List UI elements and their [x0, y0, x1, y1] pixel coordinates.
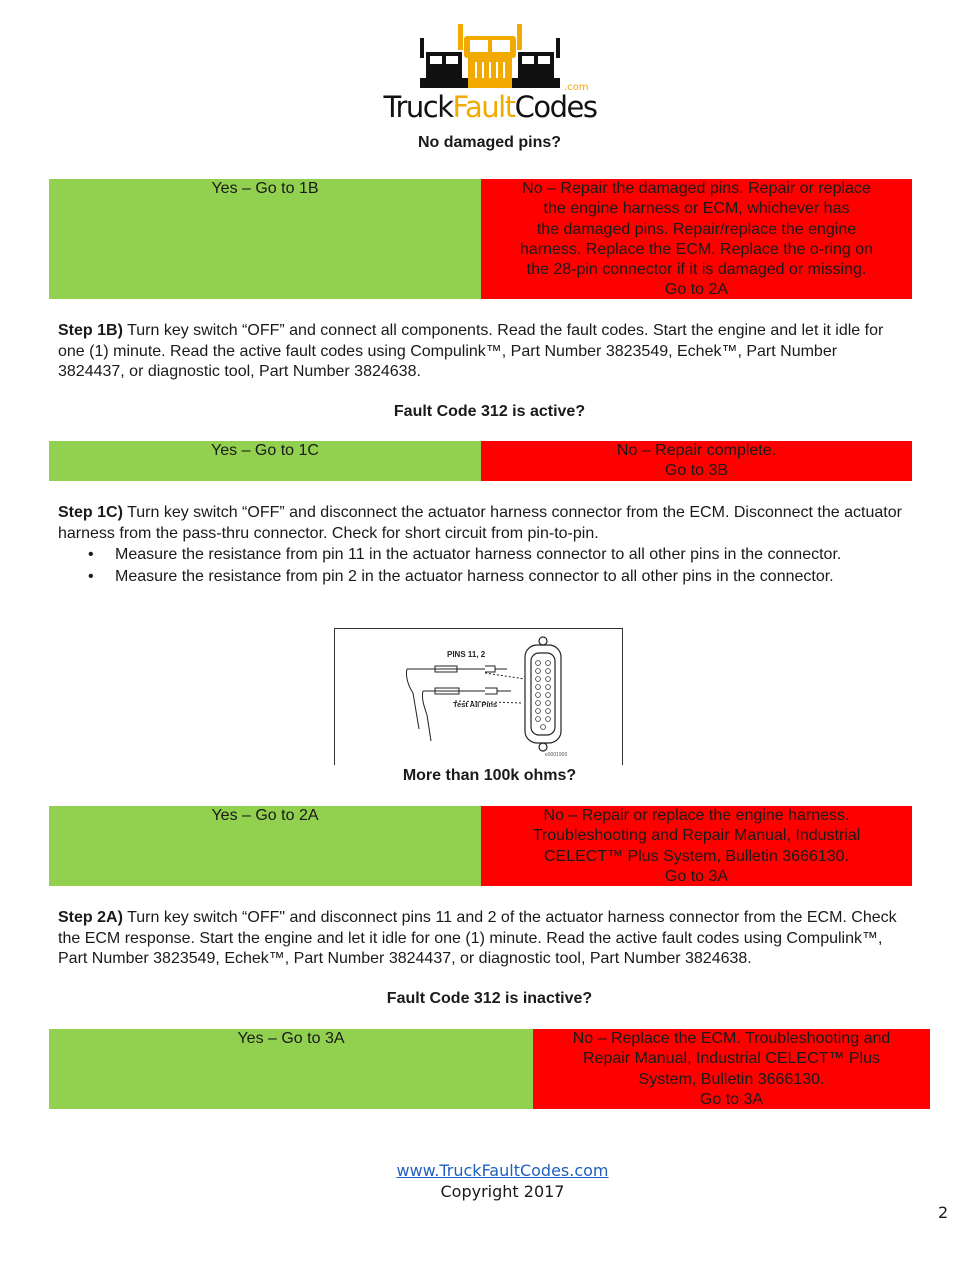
- figure-id: e0001900: [545, 752, 568, 758]
- step-text: Turn key switch “OFF" and disconnect pins 11 and 2 of the actuator harness connector from the ECM. Check the ECM response. Start the engine and let it idle for one (1) minute. Read the active fault codes using Compulink™, Part Number 3823549, Echek™, Part Number 3824437, or diagnostic tool, Part Number 3824638.: [58, 909, 897, 967]
- logo-wordmark: [380, 90, 600, 124]
- no-cell: [533, 1029, 930, 1109]
- no-line: Go to 3B: [664, 462, 729, 480]
- question-fault-active: Fault Code 312 is active?: [393, 403, 586, 420]
- question-damaged-pins: No damaged pins?: [417, 134, 562, 151]
- no-line: No – Repair the damaged pins. Repair or replace: [522, 180, 871, 197]
- step-label: Step 1B): [58, 322, 123, 339]
- connector-diagram: [334, 628, 623, 765]
- logo-word-truck: Truck: [383, 90, 453, 124]
- bullet-text: Measure the resistance from pin 2 in the actuator harness connector to all other pins in the connector.: [115, 567, 834, 585]
- truckfaultcodes-logo: [380, 22, 600, 132]
- no-line: Repair Manual, Industrial CELECT™ Plus: [582, 1050, 880, 1068]
- step-text: Turn key switch “OFF” and disconnect the actuator harness connector from the ECM. Disconnect the actuator harness from the pass-thru connector. Check for short circuit from pin-to-pin.: [58, 504, 902, 542]
- connector-probe-illustration: [335, 629, 622, 765]
- bullet-dot: •: [88, 546, 94, 563]
- no-line: No – Repair or replace the engine harness.: [543, 807, 850, 824]
- decision-table-1: [49, 179, 912, 299]
- pins-label: PINS 11, 2: [447, 650, 486, 659]
- step-text: Turn key switch “OFF” and connect all components. Read the fault codes. Start the engine and let it idle for one (1) minute. Read the active fault codes using Compulink™, Part Number 3823549, Echek™, Part Number 3824437, or diagnostic tool, Part Number 3824638.: [58, 322, 884, 380]
- yes-cell: Yes – Go to 3A: [49, 1029, 533, 1109]
- no-line: Go to 3A: [699, 1090, 764, 1108]
- yes-cell: Yes – Go to 2A: [49, 806, 481, 886]
- bullet-text: Measure the resistance from pin 11 in the actuator harness connector to all other pins in the connector.: [115, 546, 842, 563]
- measurement-bullets: [82, 545, 842, 588]
- decision-table-4: [49, 1029, 930, 1109]
- bullet-dot: •: [88, 567, 94, 585]
- yes-cell: Yes – Go to 1B: [49, 179, 481, 299]
- list-item: [82, 545, 842, 566]
- logo-word-codes: Codes: [514, 90, 597, 124]
- no-line: Go to 2A: [664, 281, 729, 299]
- step-2a-paragraph: [58, 908, 908, 970]
- page-number: 2: [938, 1203, 949, 1222]
- no-line: the damaged pins. Repair/replace the engine: [536, 220, 857, 238]
- no-cell: [481, 179, 912, 299]
- no-cell: [481, 806, 912, 886]
- question-resistance: More than 100k ohms?: [402, 767, 577, 784]
- no-cell: [481, 441, 912, 481]
- website-link[interactable]: www.TruckFaultCodes.com: [396, 1161, 609, 1180]
- step-1b-paragraph: [58, 321, 908, 383]
- step-label: Step 1C): [58, 504, 123, 521]
- no-line: System, Bulletin 3666130.: [638, 1070, 825, 1088]
- logo-com-text: .com: [564, 82, 589, 93]
- list-item: [82, 567, 842, 588]
- no-line: Troubleshooting and Repair Manual, Industrial: [532, 827, 861, 845]
- no-line: harness. Replace the ECM. Replace the o-ring on: [519, 240, 874, 258]
- no-line: No – Replace the ECM. Troubleshooting and: [572, 1030, 891, 1047]
- step-label: Step 2A): [58, 909, 123, 926]
- copyright-text: Copyright 2017: [440, 1182, 565, 1201]
- no-line: the 28-pin connector if it is damaged or missing.: [526, 261, 867, 279]
- test-label: Test All Pins: [453, 700, 498, 709]
- yes-cell: Yes – Go to 1C: [49, 441, 481, 481]
- no-line: the engine harness or ECM, whichever has: [543, 200, 850, 218]
- no-line: Go to 3A: [664, 867, 729, 885]
- logo-word-fault: Fault: [452, 90, 515, 124]
- step-1c-paragraph: [58, 503, 908, 544]
- decision-table-3: [49, 806, 912, 886]
- no-line: CELECT™ Plus System, Bulletin 3666130.: [543, 847, 850, 865]
- question-fault-inactive: Fault Code 312 is inactive?: [386, 990, 593, 1007]
- decision-table-2: [49, 441, 912, 481]
- no-line: No – Repair complete.: [616, 442, 777, 459]
